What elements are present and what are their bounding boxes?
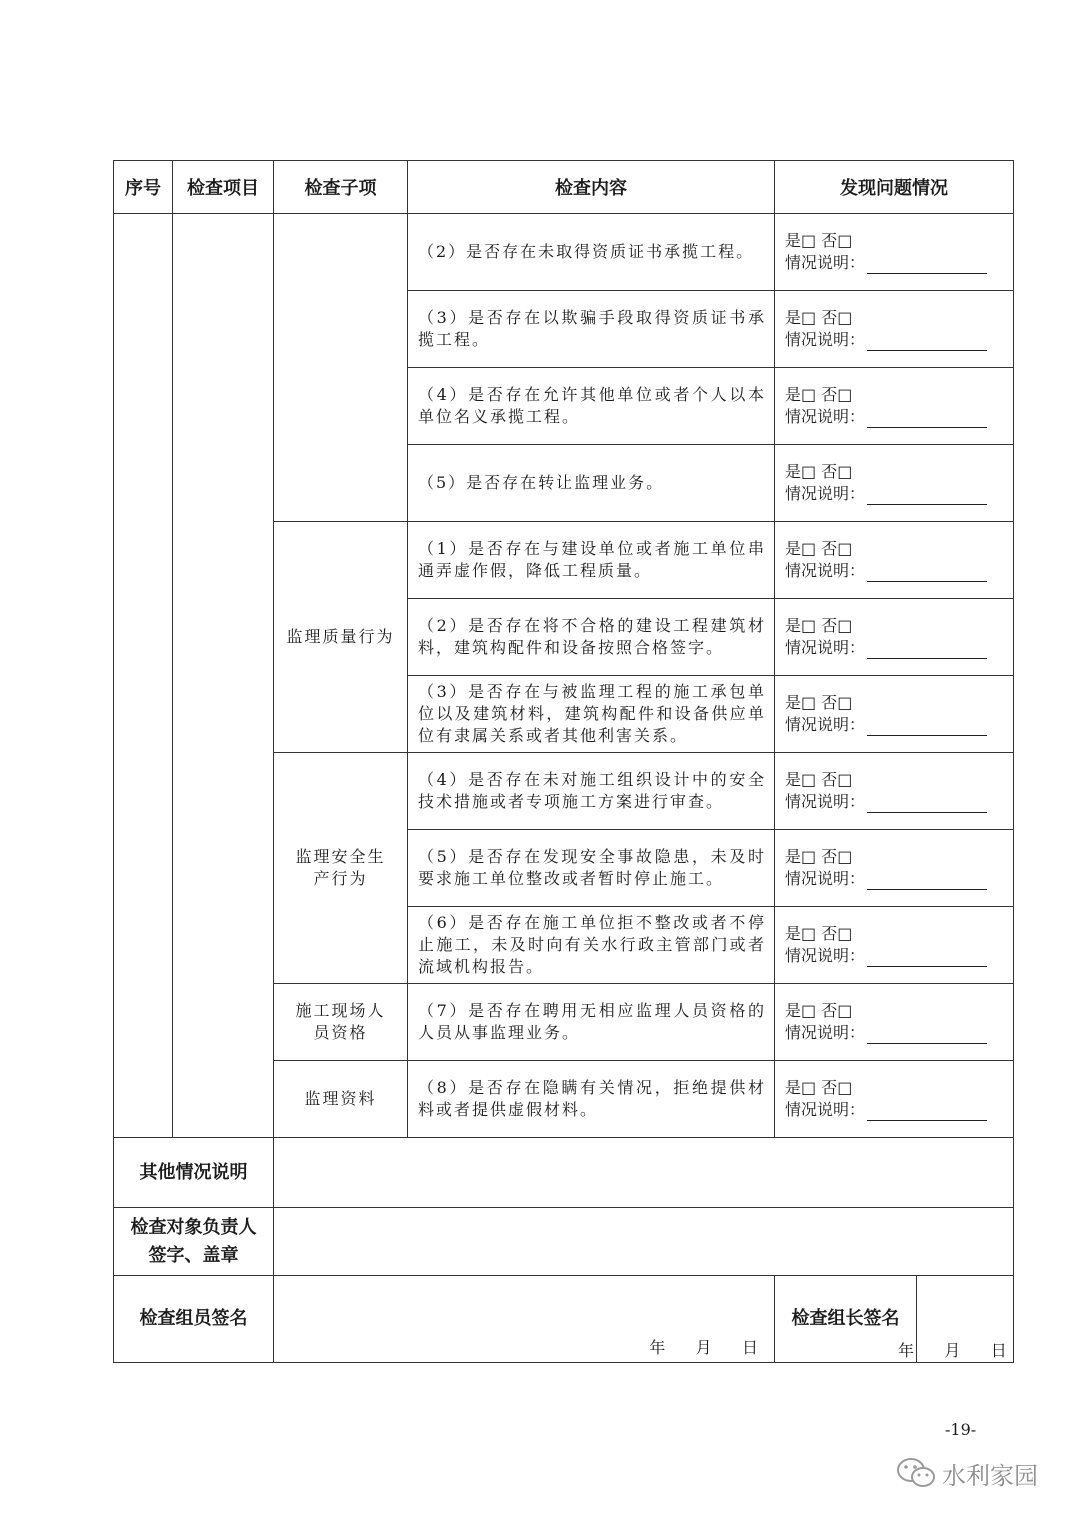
yes-no-checkboxes[interactable]: 是□ 否□ — [785, 385, 853, 404]
note-label: 情况说明： — [785, 869, 866, 888]
note-label: 情况说明： — [785, 946, 866, 965]
header-row — [114, 161, 1014, 214]
note-blank[interactable] — [867, 411, 987, 428]
note-blank[interactable] — [867, 257, 987, 274]
note-label: 情况说明： — [785, 484, 866, 503]
found-cell[interactable] — [775, 368, 1014, 445]
note-label: 情况说明： — [785, 638, 866, 657]
content-cell: （4）是否存在允许其他单位或者个人以本单位名义承揽工程。 — [408, 368, 775, 445]
responsible-label: 检查对象负责人签字、盖章 — [114, 1208, 274, 1276]
content-cell: （6）是否存在施工单位拒不整改或者不停止施工，未及时向有关水行政主管部门或者流域机构报告。 — [408, 907, 775, 984]
note-label: 情况说明： — [785, 715, 866, 734]
note-label: 情况说明： — [785, 407, 866, 426]
content-cell: （5）是否存在转让监理业务。 — [408, 445, 775, 522]
found-cell[interactable] — [775, 753, 1014, 830]
content-cell: （4）是否存在未对施工组织设计中的安全技术措施或者专项施工方案进行审查。 — [408, 753, 775, 830]
yes-no-checkboxes[interactable]: 是□ 否□ — [785, 231, 853, 250]
note-label: 情况说明： — [785, 330, 866, 349]
found-cell[interactable] — [775, 522, 1014, 599]
responsible-row — [114, 1208, 1014, 1276]
yes-no-checkboxes[interactable]: 是□ 否□ — [785, 770, 853, 789]
header-found: 发现问题情况 — [775, 161, 1014, 214]
responsible-signature-field[interactable] — [274, 1208, 1014, 1276]
note-blank[interactable] — [867, 565, 987, 582]
signature-row — [114, 1276, 1014, 1363]
yes-no-checkboxes[interactable]: 是□ 否□ — [785, 847, 853, 866]
note-blank[interactable] — [867, 488, 987, 505]
content-cell: （2）是否存在将不合格的建设工程建筑材料，建筑构配件和设备按照合格签字。 — [408, 599, 775, 676]
content-cell: （5）是否存在发现安全事故隐患，未及时要求施工单位整改或者暂时停止施工。 — [408, 830, 775, 907]
content-cell: （8）是否存在隐瞒有关情况，拒绝提供材料或者提供虚假材料。 — [408, 1061, 775, 1138]
found-cell[interactable] — [775, 830, 1014, 907]
other-notes-row — [114, 1138, 1014, 1208]
content-cell: （3）是否存在以欺骗手段取得资质证书承揽工程。 — [408, 291, 775, 368]
yes-no-checkboxes[interactable]: 是□ 否□ — [785, 616, 853, 635]
found-cell[interactable] — [775, 676, 1014, 753]
found-cell[interactable] — [775, 445, 1014, 522]
yes-no-checkboxes[interactable]: 是□ 否□ — [785, 539, 853, 558]
inspection-table — [113, 160, 1014, 1363]
member-sign-field[interactable] — [274, 1276, 775, 1363]
yes-no-checkboxes[interactable]: 是□ 否□ — [785, 693, 853, 712]
yes-no-checkboxes[interactable]: 是□ 否□ — [785, 924, 853, 943]
leader-sign-label: 检查组长签名 — [775, 1276, 917, 1362]
yes-no-checkboxes[interactable]: 是□ 否□ — [785, 308, 853, 327]
other-notes-field[interactable] — [274, 1138, 1014, 1208]
found-cell[interactable] — [775, 907, 1014, 984]
found-cell[interactable] — [775, 1061, 1014, 1138]
note-blank[interactable] — [867, 1104, 987, 1121]
subitem-cell-quality: 监理质量行为 — [274, 522, 408, 753]
content-cell: （7）是否存在聘用无相应监理人员资格的人员从事监理业务。 — [408, 984, 775, 1061]
table-row — [114, 214, 1014, 291]
yes-no-checkboxes[interactable]: 是□ 否□ — [785, 1001, 853, 1020]
found-cell[interactable] — [775, 599, 1014, 676]
content-cell: （3）是否存在与被监理工程的施工承包单位以及建筑材料，建筑构配件和设备供应单位有隶属关系或者其他利害关系。 — [408, 676, 775, 753]
watermark-text: 水利家园 — [942, 1461, 1038, 1490]
subitem-cell-qualification — [274, 214, 408, 522]
serial-cell — [114, 214, 173, 1138]
note-label: 情况说明： — [785, 1100, 866, 1119]
header-subitem: 检查子项 — [274, 161, 408, 214]
note-blank[interactable] — [867, 719, 987, 736]
yes-no-checkboxes[interactable]: 是□ 否□ — [785, 1078, 853, 1097]
note-label: 情况说明： — [785, 561, 866, 580]
note-label: 情况说明： — [785, 1023, 866, 1042]
found-cell[interactable] — [775, 984, 1014, 1061]
note-label: 情况说明： — [785, 792, 866, 811]
note-blank[interactable] — [867, 1027, 987, 1044]
found-cell[interactable] — [775, 214, 1014, 291]
header-content: 检查内容 — [408, 161, 775, 214]
other-notes-label: 其他情况说明 — [114, 1138, 274, 1208]
item-cell — [173, 214, 274, 1138]
content-cell: （1）是否存在与建设单位或者施工单位串通弄虚作假，降低工程质量。 — [408, 522, 775, 599]
member-sign-label: 检查组员签名 — [114, 1276, 274, 1363]
note-blank[interactable] — [867, 642, 987, 659]
note-label: 情况说明： — [785, 253, 866, 272]
header-serial: 序号 — [114, 161, 173, 214]
yes-no-checkboxes[interactable]: 是□ 否□ — [785, 462, 853, 481]
found-cell[interactable] — [775, 291, 1014, 368]
wechat-icon — [896, 1456, 936, 1490]
subitem-cell-records: 监理资料 — [274, 1061, 408, 1138]
page-number: -19- — [945, 1420, 977, 1439]
content-cell: （2）是否存在未取得资质证书承揽工程。 — [408, 214, 775, 291]
note-blank[interactable] — [867, 873, 987, 890]
subitem-cell-personnel: 施工现场人员资格 — [274, 984, 408, 1061]
member-date: 年 月 日 — [649, 1338, 760, 1357]
leader-date: 年 月 日 — [898, 1341, 1009, 1360]
note-blank[interactable] — [867, 950, 987, 967]
subitem-cell-safety: 监理安全生产行为 — [274, 753, 408, 984]
note-blank[interactable] — [867, 796, 987, 813]
watermark — [896, 1453, 1038, 1493]
note-blank[interactable] — [867, 334, 987, 351]
header-item: 检查项目 — [173, 161, 274, 214]
